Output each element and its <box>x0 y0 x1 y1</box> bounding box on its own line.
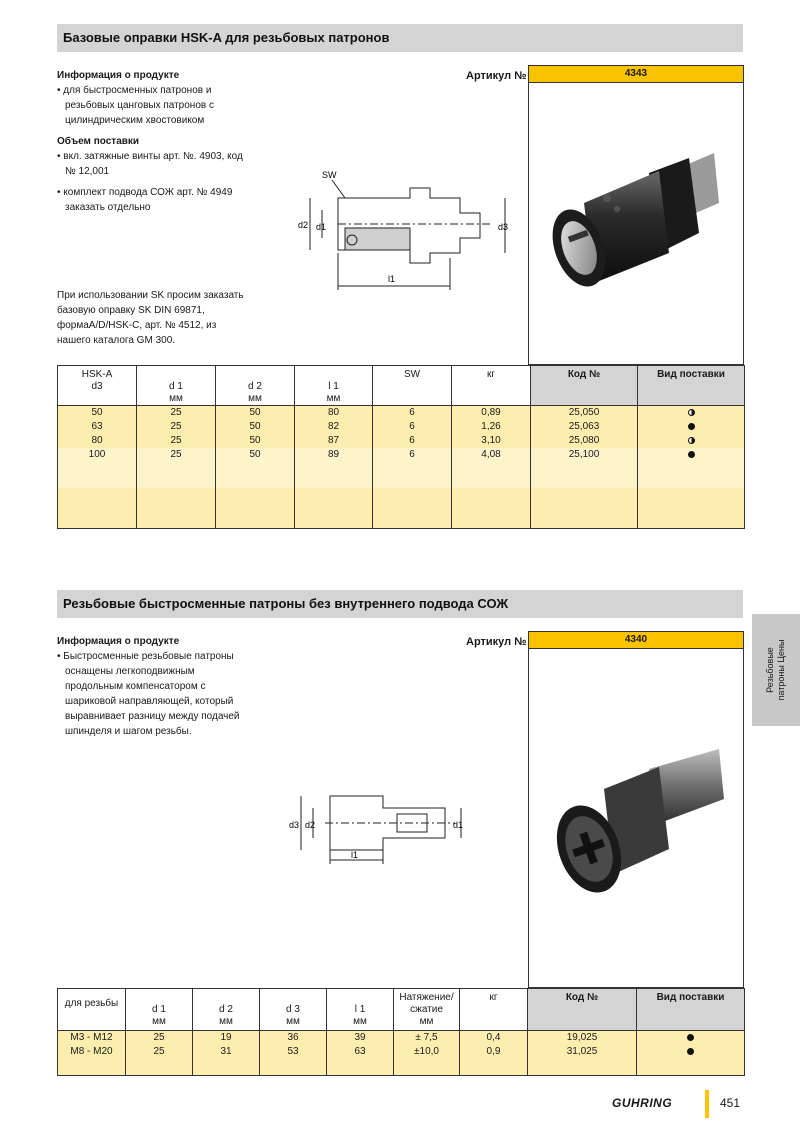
table-cell: 25 <box>126 1031 193 1046</box>
delivery-cell <box>637 1031 745 1046</box>
table1-header-l1: l 1 мм <box>295 366 373 406</box>
table-cell: 0,9 <box>460 1045 528 1075</box>
drawing1-d2-label: d2 <box>298 220 309 230</box>
hsk-holder-photo <box>529 83 743 364</box>
section2-info-line: шпинделя и шагом резьбы. <box>65 726 192 737</box>
section1-supply-line: заказать отдельно <box>65 202 151 213</box>
table-cell: 19,025 <box>528 1031 637 1046</box>
drawing1-d1-label: d1 <box>316 222 327 232</box>
table-cell: 25,050 <box>531 406 638 421</box>
table-cell: 50 <box>216 406 295 421</box>
section1-supply-heading: Объем поставки <box>57 136 140 147</box>
table-cell: 6 <box>373 448 452 462</box>
table-cell: M8 - M20 <box>58 1045 126 1075</box>
side-tab-label: Резьбовые патроны Цены <box>765 639 786 701</box>
table-cell: 50 <box>216 448 295 462</box>
table-cell: 80 <box>295 406 373 421</box>
table-cell: 3,10 <box>452 434 531 448</box>
table-cell: 63 <box>327 1045 394 1075</box>
section1-note-line: нашего каталога GM 300. <box>57 335 176 346</box>
half-dot-icon <box>688 437 695 444</box>
delivery-cell <box>638 406 745 421</box>
table-cell: 82 <box>295 420 373 434</box>
table-cell: 25,080 <box>531 434 638 448</box>
table1-header-d1: d 1 мм <box>137 366 216 406</box>
table2-header-l1: l 1 мм <box>327 989 394 1031</box>
table-cell: 25 <box>137 448 216 462</box>
table2-header-d2: d 2 мм <box>193 989 260 1031</box>
section1-info <box>57 68 297 215</box>
table1-header-kg: кг <box>452 366 531 406</box>
table-row <box>58 434 745 448</box>
table-cell: 19 <box>193 1031 260 1046</box>
table-cell: 50 <box>58 406 137 421</box>
table-cell: 25 <box>137 406 216 421</box>
table2-header-kg: кг <box>460 989 528 1031</box>
section1-note <box>57 288 297 348</box>
full-dot-icon <box>687 1034 694 1041</box>
table-cell: 87 <box>295 434 373 448</box>
table-row <box>58 420 745 434</box>
half-dot-icon <box>688 409 695 416</box>
table2-header-code: Код № <box>528 989 637 1031</box>
section2-technical-drawing <box>285 788 470 868</box>
table-cell: 6 <box>373 434 452 448</box>
table-cell: M3 - M12 <box>58 1031 126 1046</box>
table1-header-hsk: HSK-A d3 <box>58 366 137 406</box>
tapping-chuck-photo <box>529 649 743 987</box>
section1-info-line: резьбовых цанговых патронов с <box>65 100 214 111</box>
section2-product-photo <box>528 648 744 988</box>
page-number: 451 <box>720 1096 741 1110</box>
table-row <box>58 1045 745 1075</box>
table-cell: 6 <box>373 406 452 421</box>
section2-info-line: шариковой направляющей, который <box>65 696 234 707</box>
table-cell: 25,100 <box>531 448 638 462</box>
table-cell: 100 <box>58 448 137 462</box>
drawing1-l1-label: l1 <box>388 274 396 284</box>
table-cell: 0,89 <box>452 406 531 421</box>
section2-info-line: оснащены легкоподвижным <box>65 666 195 677</box>
table-row-empty <box>58 462 745 488</box>
section1-supply-line: • вкл. затяжные винты арт. №. 4903, код <box>57 151 243 162</box>
table-cell: ± 7,5 <box>394 1031 460 1046</box>
section1-info-line: • для быстросменных патронов и <box>57 85 212 96</box>
drawing2-d3-label: d3 <box>289 820 300 830</box>
table1-header-code: Код № <box>531 366 638 406</box>
section1-title: Базовые оправки HSK-A для резьбовых патронов <box>57 24 743 52</box>
section1-product-photo <box>528 82 744 365</box>
section2-info-line: выравнивает разницу между подачей <box>65 711 240 722</box>
table-cell: 63 <box>58 420 137 434</box>
brand-logo: GUHRING <box>612 1096 673 1110</box>
table2-header-delivery: Вид поставки <box>637 989 745 1031</box>
table-row <box>58 448 745 462</box>
footer-divider <box>705 1090 709 1118</box>
drawing2-d2-label: d2 <box>305 820 316 830</box>
table-cell: 50 <box>216 420 295 434</box>
table-cell: 53 <box>260 1045 327 1075</box>
table-cell: 25 <box>126 1045 193 1075</box>
table-cell: ±10,0 <box>394 1045 460 1075</box>
delivery-cell <box>638 434 745 448</box>
section1-info-heading: Информация о продукте <box>57 70 180 81</box>
table2-header-d3: d 3 мм <box>260 989 327 1031</box>
section2-info <box>57 634 297 739</box>
table-cell: 39 <box>327 1031 394 1046</box>
side-category-tab[interactable] <box>752 614 800 726</box>
section2-artikul-label: Артикул № <box>466 636 527 648</box>
delivery-cell <box>637 1045 745 1075</box>
drawing1-sw-label: SW <box>322 170 337 180</box>
table-cell: 6 <box>373 420 452 434</box>
table2-header-tension: Натяжение/ сжатие мм <box>394 989 460 1031</box>
section2-info-line: продольным компенсатором с <box>65 681 206 692</box>
table-row <box>58 1031 745 1046</box>
section2-title: Резьбовые быстросменные патроны без внутреннего подвода СОЖ <box>57 590 743 618</box>
table1-header-delivery: Вид поставки <box>638 366 745 406</box>
table-row <box>58 406 745 421</box>
drawing2-d1-label: d1 <box>453 820 464 830</box>
drawing1-d3-label: d3 <box>498 222 509 232</box>
table-cell: 1,26 <box>452 420 531 434</box>
section1-supply-line: • комплект подвода СОЖ арт. № 4949 <box>57 187 233 198</box>
section2-info-heading: Информация о продукте <box>57 636 180 647</box>
section1-note-line: При использовании SK просим заказать <box>57 290 244 301</box>
table-cell: 0,4 <box>460 1031 528 1046</box>
table-cell: 89 <box>295 448 373 462</box>
table2-header-thread: для резьбы <box>58 989 126 1031</box>
section2-table <box>57 988 745 1076</box>
section1-info-line: цилиндрическим хвостовиком <box>65 115 205 126</box>
table1-header-d2: d 2 мм <box>216 366 295 406</box>
table-cell: 36 <box>260 1031 327 1046</box>
section1-table <box>57 365 745 529</box>
full-dot-icon <box>688 451 695 458</box>
table-row-empty <box>58 488 745 528</box>
table-cell: 25 <box>137 420 216 434</box>
table-cell: 31 <box>193 1045 260 1075</box>
table-cell: 25 <box>137 434 216 448</box>
table-cell: 50 <box>216 434 295 448</box>
section1-supply-line: № 12,001 <box>65 166 110 177</box>
delivery-cell <box>638 448 745 462</box>
table1-header-sw: SW <box>373 366 452 406</box>
section2-artikul-number: 4340 <box>528 631 744 649</box>
section1-artikul-number: 4343 <box>528 65 744 83</box>
table2-header-d1: d 1 мм <box>126 989 193 1031</box>
drawing2-l1-label: l1 <box>351 850 359 860</box>
table-cell: 25,063 <box>531 420 638 434</box>
delivery-cell <box>638 420 745 434</box>
table-cell: 80 <box>58 434 137 448</box>
table-cell: 31,025 <box>528 1045 637 1075</box>
section1-artikul-label: Артикул № <box>466 70 527 82</box>
full-dot-icon <box>688 423 695 430</box>
section1-note-line: базовую оправку SK DIN 69871, <box>57 305 205 316</box>
table-cell: 4,08 <box>452 448 531 462</box>
section1-technical-drawing <box>290 168 520 298</box>
section2-info-line: • Быстросменные резьбовые патроны <box>57 651 234 662</box>
full-dot-icon <box>687 1048 694 1055</box>
section1-note-line: формаA/D/HSK-C, арт. № 4512, из <box>57 320 217 331</box>
